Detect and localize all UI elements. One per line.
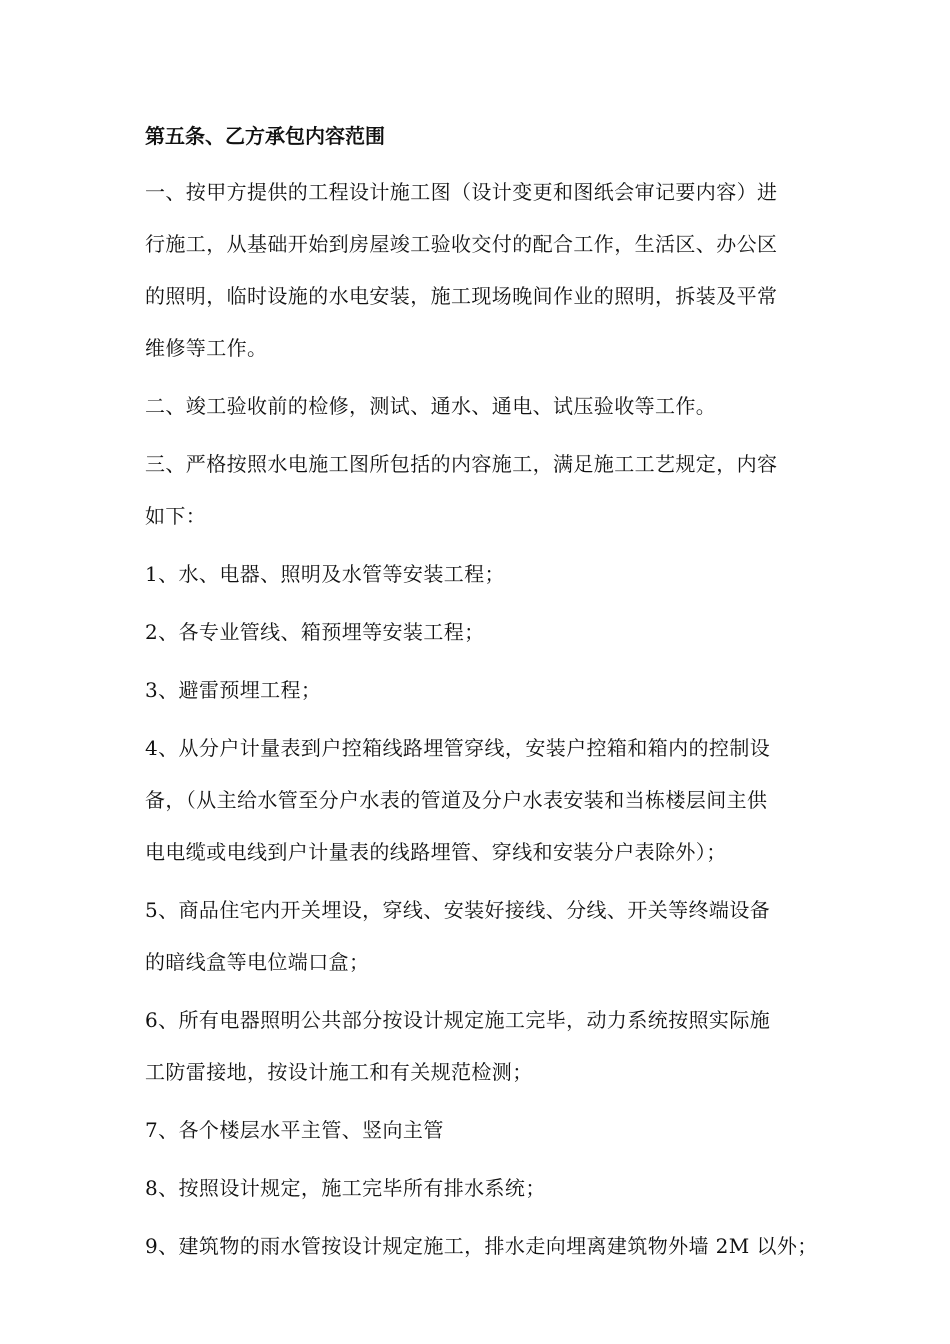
paragraph-1 — [145, 166, 855, 374]
text-line: 二、竣工验收前的检修，测试、通水、通电、试压验收等工作。 — [145, 394, 717, 418]
list-item-4 — [145, 722, 855, 878]
list-item-2 — [145, 606, 855, 658]
list-item-1 — [145, 548, 855, 600]
text-line: 的暗线盒等电位端口盒； — [145, 950, 370, 974]
text-line: 7、各个楼层水平主管、竖向主管 — [145, 1118, 444, 1142]
text-line: 行施工，从基础开始到房屋竣工验收交付的配合工作，生活区、办公区 — [145, 232, 778, 256]
list-item-5 — [145, 884, 855, 988]
text-line: 2、各专业管线、箱预埋等安装工程； — [145, 620, 485, 644]
list-item-6 — [145, 994, 855, 1098]
text-line: 电电缆或电线到户计量表的线路埋管、穿线和安装分户表除外）； — [145, 840, 727, 864]
list-item-8 — [145, 1162, 855, 1214]
text-line: 5、商品住宅内开关埋设，穿线、安装好接线、分线、开关等终端设备 — [145, 898, 771, 922]
list-item-9 — [145, 1220, 855, 1272]
list-item-3 — [145, 664, 855, 716]
paragraph-2 — [145, 380, 855, 432]
paragraph-3 — [145, 438, 855, 542]
section-heading: 第五条、乙方承包内容范围 — [145, 124, 385, 148]
text-line: 的照明，临时设施的水电安装，施工现场晚间作业的照明，拆装及平常 — [145, 284, 778, 308]
text-line: 工防雷接地，按设计施工和有关规范检测； — [145, 1060, 533, 1084]
text-line: 9、建筑物的雨水管按设计规定施工，排水走向埋离建筑物外墙 2M 以外； — [145, 1234, 818, 1258]
text-line: 备，（从主给水管至分户水表的管道及分户水表安装和当栋楼层间主供 — [145, 788, 768, 812]
text-line: 维修等工作。 — [145, 336, 268, 360]
document-body — [145, 112, 855, 1278]
text-line: 三、严格按照水电施工图所包括的内容施工，满足施工工艺规定，内容 — [145, 452, 778, 476]
text-line: 4、从分户计量表到户控箱线路埋管穿线，安装户控箱和箱内的控制设 — [145, 736, 771, 760]
text-line: 6、所有电器照明公共部分按设计规定施工完毕，动力系统按照实际施 — [145, 1008, 771, 1032]
text-line: 1、水、电器、照明及水管等安装工程； — [145, 562, 505, 586]
list-item-7 — [145, 1104, 855, 1156]
text-line: 一、按甲方提供的工程设计施工图（设计变更和图纸会审记要内容）进 — [145, 180, 778, 204]
text-line: 3、避雷预埋工程； — [145, 678, 322, 702]
text-line: 如下： — [145, 504, 207, 528]
text-line: 8、按照设计规定，施工完毕所有排水系统； — [145, 1176, 546, 1200]
